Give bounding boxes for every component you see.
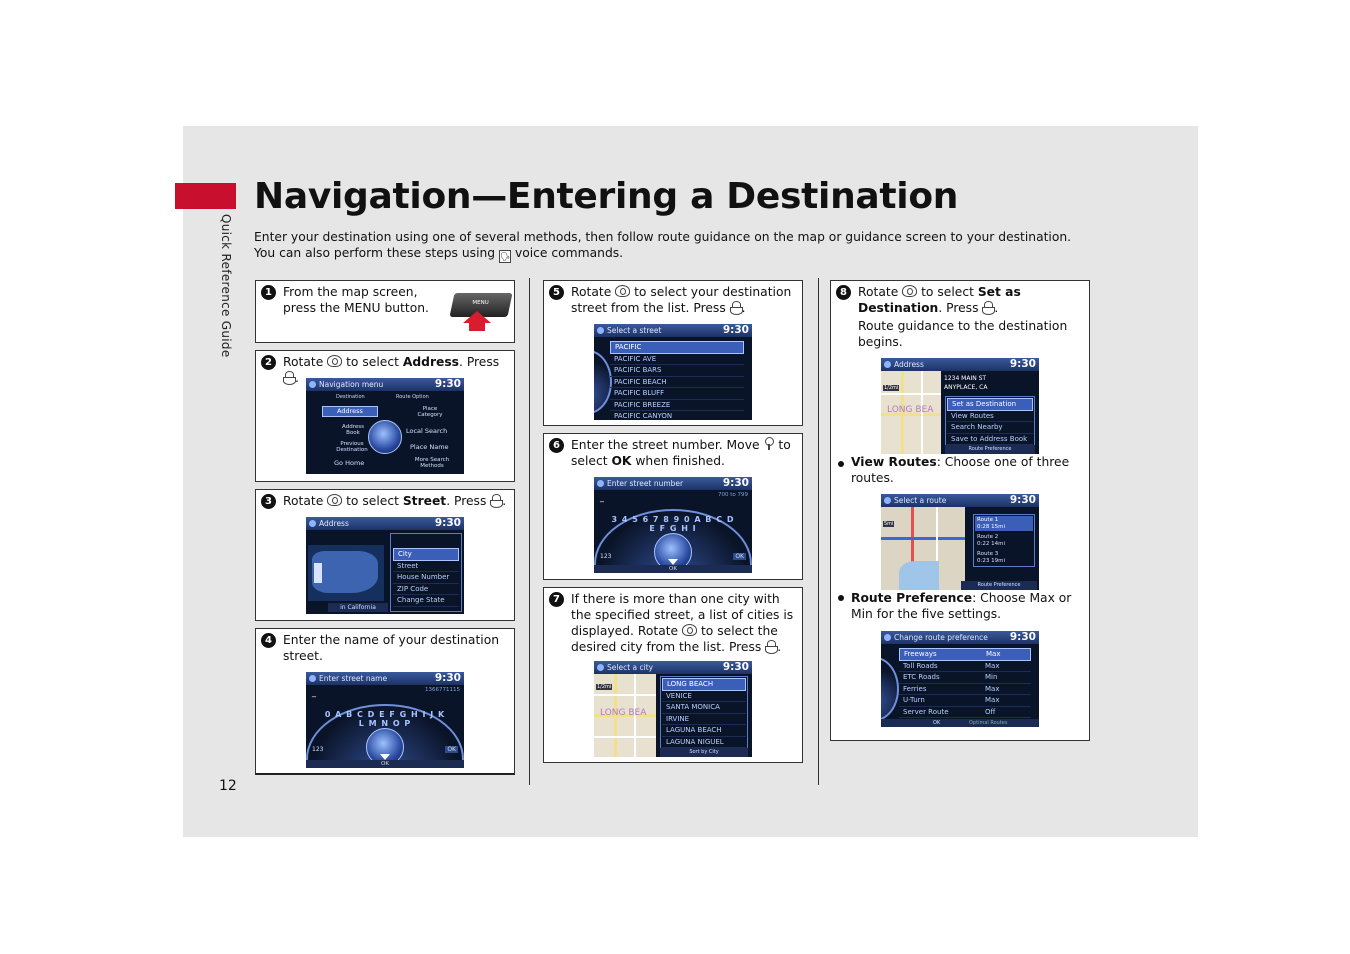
step-number: 3	[261, 494, 276, 509]
map-view: 5mi	[881, 507, 965, 590]
enter-street-number-screen: Enter street number 9:30 700 to 799 _ 3 4 5 6 7 8 9 0 A B C D E F G H I 123 OK OK	[594, 477, 752, 573]
bullet	[838, 461, 844, 467]
map-view: LONG BEA 1/2mi	[881, 371, 941, 454]
page-title: Navigation—Entering a Destination	[254, 176, 959, 217]
home-logo-icon	[884, 497, 891, 504]
step-number: 1	[261, 285, 276, 300]
step-5-text: Rotate to select your destination street from the list. Press .	[571, 285, 792, 315]
menu-button-illustration: MENU	[449, 293, 512, 317]
press-knob-icon	[490, 494, 502, 507]
destination-menu: Set as Destination View Routes Search Nearby Save to Address Book	[945, 396, 1035, 447]
arrow-up-icon	[463, 311, 491, 323]
set-destination-screen: Address 9:30 LONG BEA 1/2mi 1234 MAIN ST ANYPLACE, CA Set as Destination View Routes Search Nearby Save to Address Book Route Preference	[881, 358, 1039, 454]
route-preference-screen: Change route preference 9:30 Freeways Max Toll Roads Max ETC Roads Min Ferries Max U-Turn Max Server Route Off OK Optimal Routes	[881, 631, 1039, 727]
home-logo-icon	[309, 381, 316, 388]
rotate-knob-icon	[682, 624, 697, 636]
press-knob-icon	[982, 301, 994, 314]
step-6-text: Enter the street number. Move to select OK when finished.	[571, 438, 791, 468]
step-2-box	[255, 350, 515, 482]
move-joystick-icon	[763, 437, 774, 451]
step-3-box	[255, 489, 515, 621]
step-1-box	[255, 280, 515, 343]
street-list: PACIFIC PACIFIC AVE PACIFIC BARS PACIFIC BEACH PACIFIC BLUFF PACIFIC BREEZE PACIFIC CANYON	[610, 341, 744, 420]
address-screen: Address 9:30 in California City Street House Number ZIP Code Change State	[306, 517, 464, 614]
talk-button-icon: 🗣	[500, 252, 511, 261]
home-logo-icon	[309, 675, 316, 682]
home-logo-icon	[597, 664, 604, 671]
address-menu: City Street House Number ZIP Code Change State	[390, 533, 462, 612]
route-list: Route 1 0:28 15mi Route 2 0:22 14mi Route 3 0:23 19mi	[973, 514, 1035, 567]
home-logo-icon	[884, 361, 891, 368]
intro-text	[254, 229, 1094, 263]
home-logo-icon	[309, 520, 316, 527]
press-knob-icon	[730, 301, 742, 314]
select-street-screen: Select a street 9:30 PACIFIC PACIFIC AVE PACIFIC BARS PACIFIC BEACH PACIFIC BLUFF PACIFIC BREEZE PACIFIC CANYON	[594, 324, 752, 420]
step-4-text: Enter the name of your destination street.	[283, 633, 500, 663]
step-1-text: From the map screen, press the MENU button.	[283, 285, 429, 315]
step-5-box	[543, 280, 803, 426]
step-number: 2	[261, 355, 276, 370]
side-label: Quick Reference Guide	[219, 214, 233, 358]
city-list: LONG BEACH VENICE SANTA MONICA IRVINE LAGUNA BEACH LAGUNA NIGUEL	[660, 676, 748, 750]
select-city-screen: Select a city 9:30 LONG BEA 1/2mi LONG BEACH VENICE SANTA MONICA IRVINE LAGUNA BEACH LAGUNA NIGUEL Sort by City	[594, 661, 752, 757]
step-number: 5	[549, 285, 564, 300]
step-4-box	[255, 628, 515, 775]
route-preference-bullet: Route Preference: Choose Max or Min for the five settings.	[851, 591, 1072, 621]
step-number: 6	[549, 438, 564, 453]
step-number: 7	[549, 592, 564, 607]
home-logo-icon	[597, 327, 604, 334]
rotate-knob-icon	[615, 285, 630, 297]
select-route-screen: Select a route 9:30 5mi Route 1 0:28 15mi Route 2 0:22 14mi Route 3 0:23 19mi Route Preference	[881, 494, 1039, 590]
step-2-text: Rotate to select Address. Press .	[283, 355, 500, 385]
navigation-menu-screen: Navigation menu 9:30 Destination Route Option Address Place Category Address Book Local Search Previous Destination Place Name Go Home More Search Methods	[306, 378, 464, 474]
bullet	[838, 595, 844, 601]
step-number: 4	[261, 633, 276, 648]
step-number: 8	[836, 285, 851, 300]
section-tab	[175, 183, 236, 209]
enter-street-name-screen: Enter street name 9:30 1366771115 _ 0 A B C D E F G H I J K L M N O P 123 OK OK	[306, 672, 464, 768]
step-6-box	[543, 433, 803, 580]
rotate-knob-icon	[327, 355, 342, 367]
rotate-knob-icon	[327, 494, 342, 506]
view-routes-bullet: View Routes: Choose one of three routes.	[851, 455, 1070, 485]
arrow-stem	[469, 323, 485, 331]
home-logo-icon	[597, 480, 604, 487]
us-map	[308, 545, 384, 601]
step-3-text: Rotate to select Street. Press .	[283, 494, 507, 508]
map-view: LONG BEA 1/2mi	[594, 674, 656, 757]
page-number: 12	[219, 778, 237, 794]
step-8-text: Rotate to select Set as Destination. Press .	[858, 285, 1021, 315]
step-7-box	[543, 587, 803, 763]
preference-list: Freeways Max Toll Roads Max ETC Roads Min Ferries Max U-Turn Max Server Route Off	[899, 648, 1031, 718]
rotate-knob-icon	[902, 285, 917, 297]
press-knob-icon	[283, 371, 295, 384]
column-divider	[529, 278, 530, 785]
column-divider	[818, 278, 819, 785]
intro-text-part2: voice commands.	[514, 246, 624, 260]
step-8-note: Route guidance to the destination begins.	[858, 319, 1068, 349]
step-7-text: If there is more than one city with the specified street, a list of cities is displayed. Rotate to select the desired city from the list. Press .	[571, 592, 794, 654]
home-logo-icon	[884, 634, 891, 641]
intro-text-part1: Enter your destination using one of several methods, then follow route guidance on the map or guidance screen to your destination. You can also perform these steps using	[254, 230, 1072, 260]
step-8-box	[830, 280, 1090, 741]
press-knob-icon	[765, 640, 777, 653]
